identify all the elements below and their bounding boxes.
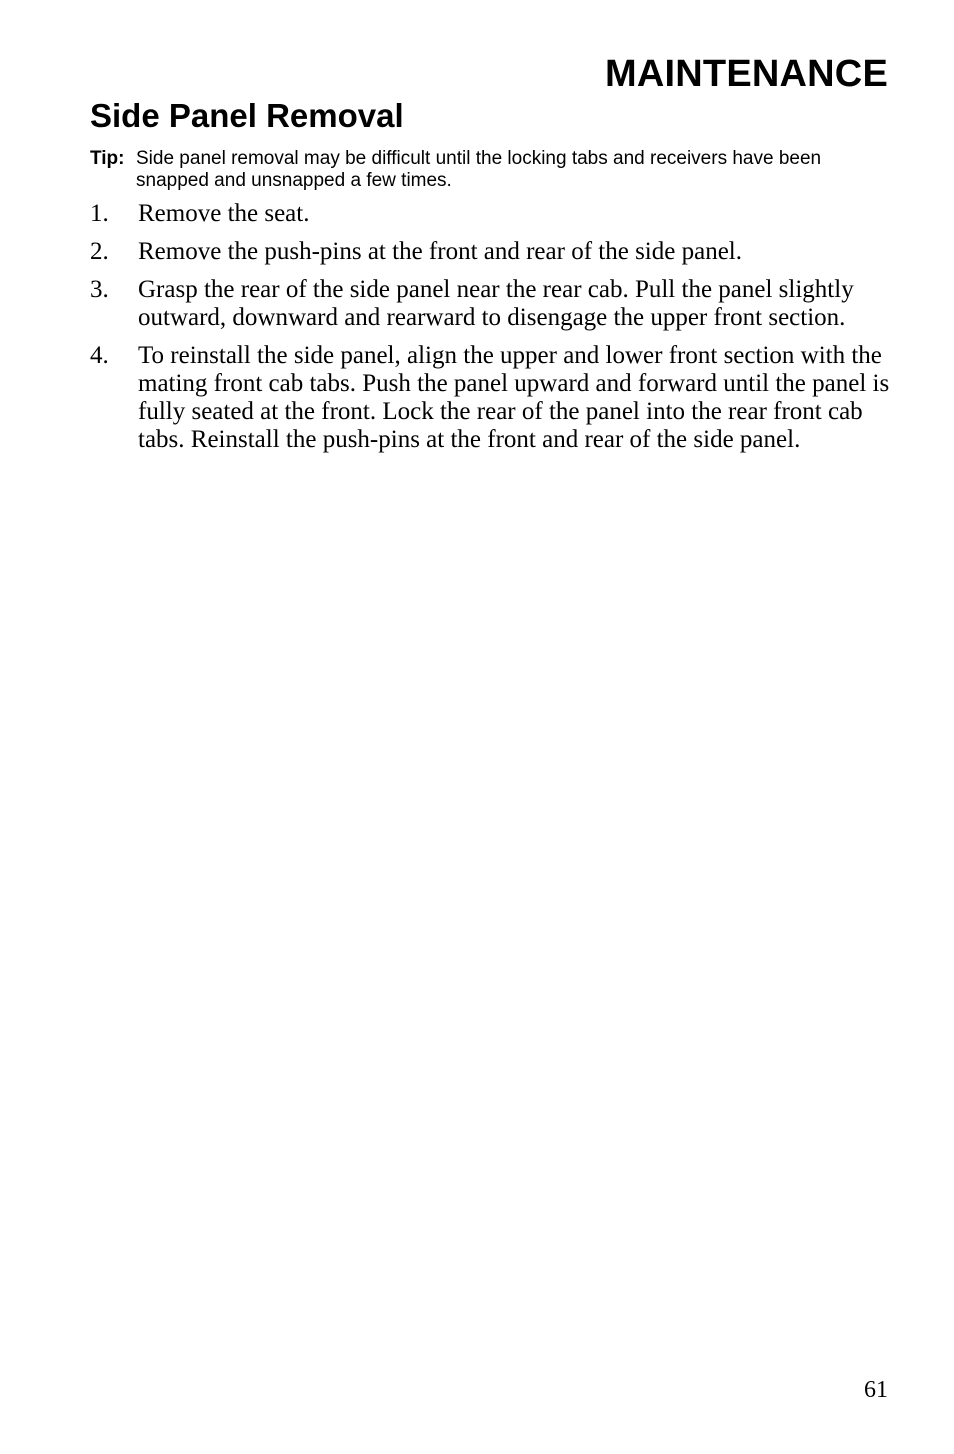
tip-note (90, 148, 890, 192)
step-number: 1. (90, 200, 109, 227)
tip-text: Side panel removal may be difficult until the locking tabs and receivers have been snapped and unsnapped a few times. (136, 148, 822, 191)
step-number: 4. (90, 342, 109, 369)
list-item (90, 238, 890, 266)
step-number: 2. (90, 238, 109, 265)
step-text: Remove the push-pins at the front and rear of the side panel. (138, 238, 742, 265)
tip-label: Tip: (90, 148, 125, 169)
list-item (90, 276, 890, 332)
list-item (90, 200, 890, 228)
step-text: Grasp the rear of the side panel near the rear cab. Pull the panel slightly outward, downward and rearward to disengage the upper front section. (138, 276, 854, 331)
page-title: Side Panel Removal (90, 97, 404, 134)
step-number: 3. (90, 276, 109, 303)
page-number: 61 (864, 1377, 888, 1403)
list-item (90, 342, 890, 454)
step-text: To reinstall the side panel, align the upper and lower front section with the mating front cab tabs. Push the panel upward and forward until the panel is fully seated at the front. Lock the rear of the panel into the rear front cab tabs. Reinstall the push-pins at the front and rear of the side panel. (138, 342, 890, 453)
step-text: Remove the seat. (138, 200, 310, 227)
procedure-steps (90, 200, 890, 464)
section-header: MAINTENANCE (605, 53, 888, 95)
